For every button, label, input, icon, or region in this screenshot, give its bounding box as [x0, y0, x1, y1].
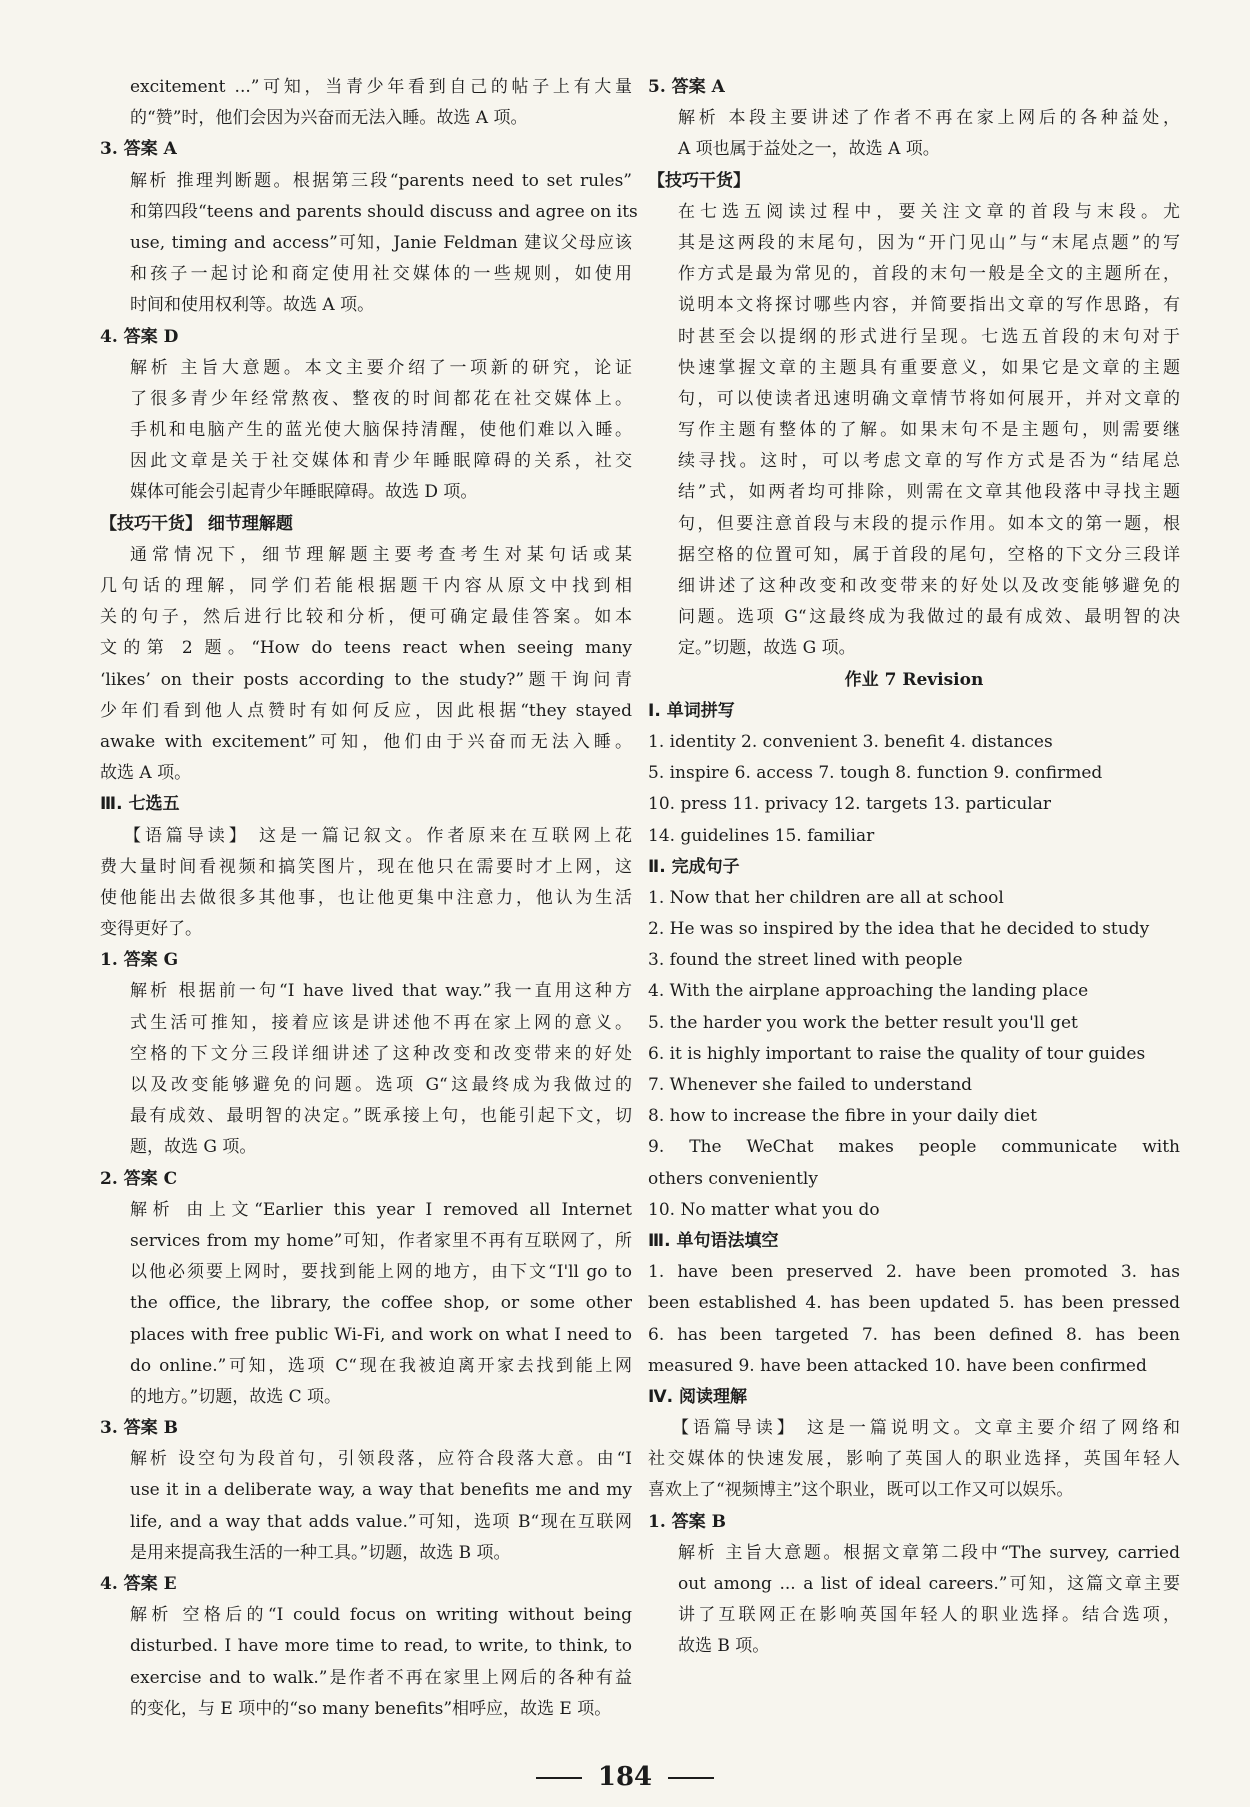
right-text-line: 5. the harder you work the better result you'll get — [648, 1012, 1078, 1033]
left-text-line: 的地方。”切题，故选 C 项。 — [130, 1386, 342, 1407]
left-text-line: 解析 主旨大意题。本文主要介绍了一项新的研究，论证 — [130, 357, 632, 378]
left-text-line: 了很多青少年经常熬夜、整夜的时间都花在社交媒体上。 — [130, 388, 632, 409]
right-text-line: measured 9. have been attacked 10. have been confirmed — [648, 1355, 1147, 1376]
right-text-line: 说明本文将探讨哪些内容，并简要指出文章的写作思路，有 — [678, 295, 1180, 316]
left-text-line: 最有成效、最明智的决定。”既承接上句，也能引起下文，切 — [130, 1106, 632, 1127]
right-text-line: 1. identity 2. convenient 3. benefit 4. distances — [648, 731, 1053, 752]
right-text-line: 10. press 11. privacy 12. targets 13. particular — [648, 794, 1051, 815]
footer-dash-right — [668, 1777, 714, 1779]
right-text-line: Ⅳ. 阅读理解 — [648, 1386, 748, 1407]
left-text-line: 是用来提高我生活的一种工具。”切题，故选 B 项。 — [130, 1542, 511, 1563]
right-text-line: 讲了互联网正在影响英国年轻人的职业选择。结合选项， — [678, 1605, 1180, 1626]
left-text-line: 和第四段“teens and parents should discuss and agree on its — [130, 201, 638, 222]
left-text-line: 手机和电脑产生的蓝光使大脑保持清醒，使他们难以入睡。 — [130, 420, 632, 441]
left-text-line: 2. 答案 C — [100, 1168, 178, 1189]
left-text-line: 因此文章是关于社交媒体和青少年睡眠障碍的关系，社交 — [130, 451, 632, 472]
right-text-line: 解析 本段主要讲述了作者不再在家上网后的各种益处， — [678, 108, 1180, 129]
right-text-line: 在七选五阅读过程中，要关注文章的首段与末段。尤 — [678, 201, 1180, 222]
left-text-line: 的“赞”时，他们会因为兴奋而无法入睡。故选 A 项。 — [130, 108, 528, 129]
left-text-line: services from my home”可知，作者家里不再有互联网了，所 — [130, 1230, 632, 1251]
left-text-line: the office, the library, the coffee shop, or some other — [130, 1293, 632, 1314]
right-text-line: 时甚至会以提纲的形式进行呈现。七选五首段的末句对于 — [678, 326, 1180, 347]
left-text-line: life, and a way that adds value.”可知，选项 B“现在互联网 — [130, 1511, 632, 1532]
right-text-line: 据空格的位置可知，属于首段的尾句，空格的下文分三段详 — [678, 544, 1180, 565]
right-text-line: 8. how to increase the fibre in your daily diet — [648, 1106, 1037, 1127]
left-text-line: 3. 答案 B — [100, 1418, 178, 1439]
left-text-line: 关的句子，然后进行比较和分析，便可确定最佳答案。如本 — [100, 607, 632, 628]
right-text-line: 定。”切题，故选 G 项。 — [678, 638, 856, 659]
right-text-line: 2. He was so inspired by the idea that he decided to study — [648, 919, 1150, 940]
right-text-line: 1. Now that her children are all at school — [648, 887, 1004, 908]
left-text-line: awake with excitement”可知，他们由于兴奋而无法入睡。 — [100, 731, 632, 752]
right-text-line: 其是这两段的末尾句，因为“开门见山”与“末尾点题”的写 — [678, 232, 1180, 253]
right-text-line: 6. it is highly important to raise the quality of tour guides — [648, 1043, 1146, 1064]
footer-dash-left — [536, 1777, 582, 1779]
left-text-line: 几句话的理解，同学们若能根据题干内容从原文中找到相 — [100, 576, 632, 596]
left-text-line: use, timing and access”可知，Janie Feldman 建议父母应该 — [130, 232, 632, 253]
right-text-line: 3. found the street lined with people — [648, 950, 963, 971]
right-text-line: 作业 7 Revision — [844, 669, 984, 690]
left-text-line: excitement ...”可知，当青少年看到自己的帖子上有大量 — [130, 77, 632, 97]
right-text-line: 写作主题有整体的了解。如果末句不是主题句，则需要继 — [678, 420, 1180, 441]
right-text-line: 7. Whenever she failed to understand — [648, 1075, 973, 1095]
right-text-line: A 项也属于益处之一，故选 A 项。 — [678, 139, 940, 160]
left-text-line: 使他能出去做很多其他事，也让他更集中注意力，他认为生活 — [100, 887, 632, 908]
left-text-line: 和孩子一起讨论和商定使用社交媒体的一些规则，如使用 — [130, 264, 632, 285]
right-text-line: 句，可以使读者迅速明确文章情节将如何展开，并对文章的 — [678, 388, 1180, 409]
left-text-line: ‘likes’ on their posts according to the study?”题干询问青 — [100, 669, 632, 690]
left-text-line: 费大量时间看视频和搞笑图片，现在他只在需要时才上网，这 — [100, 856, 632, 877]
right-text-line: Ⅰ. 单词拼写 — [648, 700, 735, 721]
left-text-line: 解析 空格后的“I could focus on writing without being — [130, 1605, 632, 1626]
left-text-line: 4. 答案 E — [100, 1574, 177, 1594]
left-text-line: 1. 答案 G — [100, 950, 179, 971]
left-text-line: 时间和使用权利等。故选 A 项。 — [130, 295, 375, 316]
right-text-line: 4. With the airplane approaching the landing place — [648, 981, 1089, 1002]
left-text-line: 以及改变能够避免的问题。选项 G“这最终成为我做过的 — [130, 1075, 632, 1095]
right-text-line: Ⅱ. 完成句子 — [648, 856, 740, 877]
left-text-line: 4. 答案 D — [100, 326, 179, 347]
left-text-line: 媒体可能会引起青少年睡眠障碍。故选 D 项。 — [130, 482, 478, 503]
left-text-line: 解析 根据前一句“I have lived that way.”我一直用这种方 — [130, 981, 632, 1002]
right-text-line: 10. No matter what you do — [648, 1199, 880, 1220]
left-text-line: 解析 设空句为段首句，引领段落，应符合段落大意。由“I — [130, 1449, 632, 1470]
left-text-line: 通常情况下，细节理解题主要考查考生对某句话或某 — [130, 544, 632, 565]
right-text-line: 句，但要注意首段与末段的提示作用。如本文的第一题，根 — [678, 513, 1180, 534]
left-text-line: 文的第 2 题。“How do teens react when seeing many — [100, 638, 632, 659]
left-text-line: 解析 推理判断题。根据第三段“parents need to set rules” — [130, 170, 632, 191]
right-text-line: 5. 答案 A — [648, 77, 725, 97]
left-text-line: places with free public Wi-Fi, and work on what I need to — [130, 1324, 632, 1345]
right-text-line: 【语篇导读】 这是一篇说明文。文章主要介绍了网络和 — [672, 1418, 1180, 1439]
left-text-line: exercise and to walk.”是作者不再在家里上网后的各种有益 — [130, 1667, 632, 1688]
right-column — [648, 72, 1180, 1663]
left-text-line: 变得更好了。 — [100, 919, 202, 940]
right-text-line: out among ... a list of ideal careers.”可知，这篇文章主要 — [678, 1574, 1180, 1594]
left-text-line: 故选 A 项。 — [100, 763, 192, 784]
right-text-line: 9. The WeChat makes people communicate with — [648, 1137, 1180, 1158]
right-text-line: others conveniently — [648, 1168, 818, 1189]
left-text-line: 少年们看到他人点赞时有如何反应，因此根据“they stayed — [100, 700, 632, 721]
left-text-line: 式生活可推知，接着应该是讲述他不再在家上网的意义。 — [130, 1012, 632, 1033]
left-text-line: 的变化，与 E 项中的“so many benefits”相呼应，故选 E 项。 — [130, 1698, 612, 1719]
right-text-line: 结”式，如两者均可排除，则需在文章其他段落中寻找主题 — [678, 482, 1180, 503]
left-text-line: 【技巧干货】 细节理解题 — [100, 513, 293, 534]
right-text-line: 1. 答案 B — [648, 1511, 726, 1532]
page-number: 184 — [597, 1762, 653, 1792]
right-text-line: 作方式是最为常见的，首段的末句一般是全文的主题所在， — [678, 264, 1180, 285]
right-text-line: 5. inspire 6. access 7. tough 8. function 9. confirmed — [648, 763, 1103, 784]
left-text-line: 3. 答案 A — [100, 139, 177, 160]
right-text-line: 【技巧干货】 — [648, 170, 750, 191]
left-text-line: use it in a deliberate way, a way that benefits me and my — [130, 1480, 632, 1501]
right-text-line: 喜欢上了“视频博主”这个职业，既可以工作又可以娱乐。 — [648, 1480, 1074, 1501]
right-text-line: 14. guidelines 15. familiar — [648, 825, 875, 846]
left-text-line: Ⅲ. 七选五 — [100, 794, 180, 815]
right-text-line: 1. have been preserved 2. have been promoted 3. has — [648, 1262, 1180, 1283]
right-text-line: 续寻找。这时，可以考虑文章的写作方式是否为“结尾总 — [678, 451, 1180, 472]
right-text-line: 解析 主旨大意题。根据文章第二段中“The survey, carried — [678, 1542, 1180, 1563]
left-text-line: do online.”可知，选项 C“现在我被迫离开家去找到能上网 — [130, 1355, 632, 1376]
page-footer — [0, 1762, 1250, 1792]
right-text-line: 细讲述了这种改变和改变带来的好处以及改变能够避免的 — [678, 576, 1180, 596]
left-text-line: 以他必须要上网时，要找到能上网的地方，由下文“I'll go to — [130, 1262, 632, 1283]
left-text-line: 空格的下文分三段详细讲述了这种改变和改变带来的好处 — [130, 1043, 632, 1064]
left-text-line: 【语篇导读】 这是一篇记叙文。作者原来在互联网上花 — [124, 825, 632, 846]
right-text-line: been established 4. has been updated 5. has been pressed — [648, 1293, 1180, 1314]
left-text-line: 题，故选 G 项。 — [130, 1137, 257, 1158]
right-text-line: 问题。选项 G“这最终成为我做过的最有成效、最明智的决 — [678, 607, 1180, 628]
right-text-line: Ⅲ. 单句语法填空 — [648, 1230, 779, 1251]
right-text-line: 故选 B 项。 — [678, 1636, 770, 1657]
right-text-line: 6. has been targeted 7. has been defined 8. has been — [648, 1324, 1180, 1345]
left-column — [100, 72, 638, 1725]
right-text-line: 快速掌握文章的主题具有重要意义，如果它是文章的主题 — [678, 357, 1180, 378]
left-text-line: disturbed. I have more time to read, to write, to think, to — [130, 1636, 632, 1657]
left-text-line: 解析 由上文“Earlier this year I removed all Internet — [130, 1199, 632, 1220]
right-text-line: 社交媒体的快速发展，影响了英国人的职业选择，英国年轻人 — [648, 1449, 1180, 1470]
